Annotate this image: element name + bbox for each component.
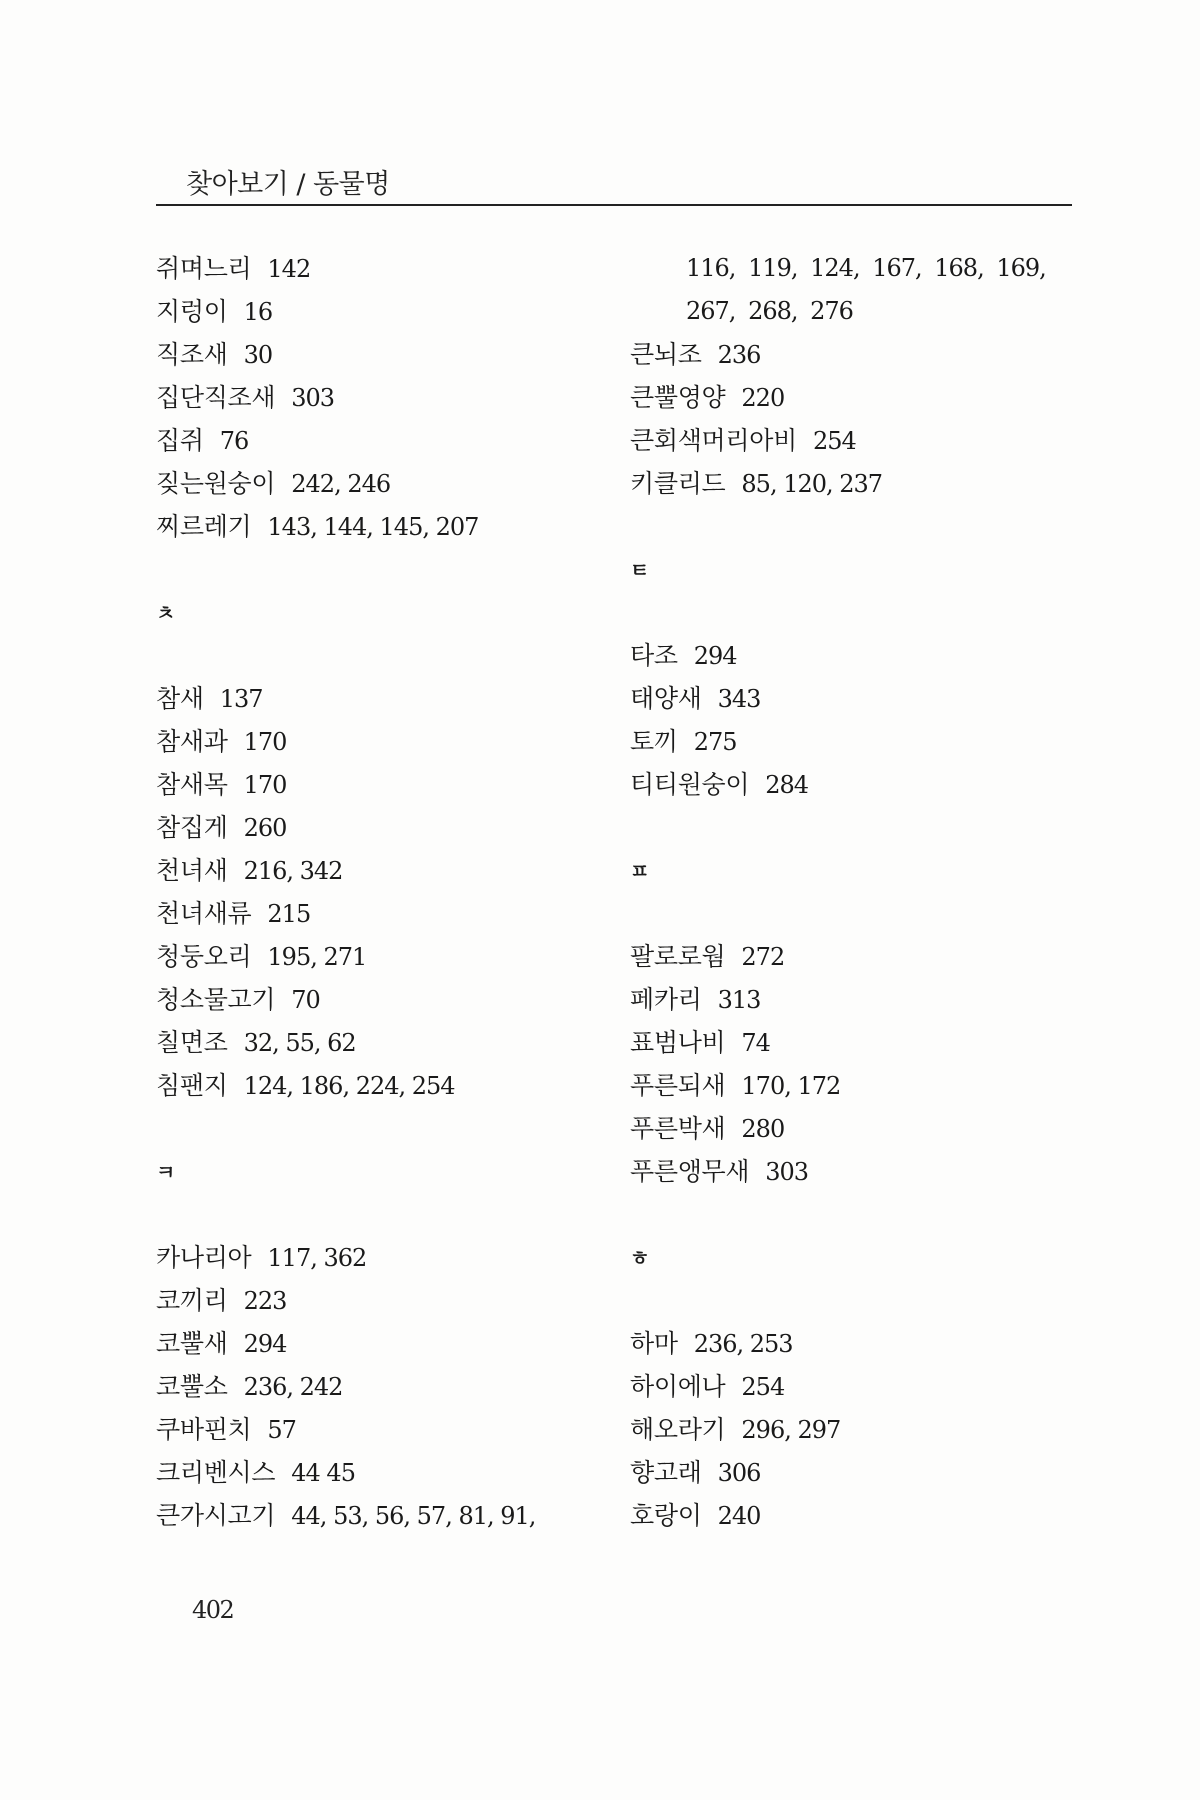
running-header bbox=[156, 160, 1072, 206]
index-entry bbox=[156, 419, 626, 462]
index-entry bbox=[630, 1064, 1100, 1107]
entry-pages: 236 bbox=[717, 341, 761, 369]
entry-pages: 220 bbox=[741, 384, 785, 412]
blank-line bbox=[630, 1279, 1100, 1322]
index-entry bbox=[630, 1451, 1100, 1494]
entry-name: 하마 bbox=[630, 1329, 678, 1358]
entry-name: 큰뇌조 bbox=[630, 340, 702, 369]
index-entry bbox=[156, 290, 626, 333]
entry-name: 집단직조새 bbox=[156, 383, 276, 412]
entry-name: 참새목 bbox=[156, 770, 228, 799]
index-entry bbox=[156, 849, 626, 892]
entry-name: 큰가시고기 bbox=[156, 1501, 276, 1530]
entry-pages: 313 bbox=[717, 986, 761, 1014]
entry-name: 참집게 bbox=[156, 813, 228, 842]
entry-pages: 272 bbox=[741, 943, 785, 971]
entry-name: 코끼리 bbox=[156, 1286, 228, 1315]
entry-pages: 76 bbox=[219, 427, 249, 455]
entry-name: 표범나비 bbox=[630, 1028, 726, 1057]
entry-name: 향고래 bbox=[630, 1458, 702, 1487]
entry-pages: 303 bbox=[765, 1158, 809, 1186]
index-entry bbox=[630, 419, 1100, 462]
blank-line bbox=[156, 1193, 626, 1236]
index-entry bbox=[630, 376, 1100, 419]
entry-pages: 44, 53, 56, 57, 81, 91, bbox=[291, 1502, 536, 1530]
entry-name: 푸른되새 bbox=[630, 1071, 726, 1100]
index-entry-continuation bbox=[630, 247, 1100, 290]
entry-pages: 260 bbox=[243, 814, 287, 842]
entry-name: 찌르레기 bbox=[156, 512, 252, 541]
entry-pages: 303 bbox=[291, 384, 335, 412]
entry-pages: 236, 242 bbox=[243, 1373, 343, 1401]
entry-pages: 124, 186, 224, 254 bbox=[243, 1072, 455, 1100]
entry-pages: 57 bbox=[267, 1416, 296, 1444]
index-entry bbox=[630, 1107, 1100, 1150]
entry-name: 지렁이 bbox=[156, 297, 228, 326]
index-entry bbox=[630, 763, 1100, 806]
entry-name: 카나리아 bbox=[156, 1243, 252, 1272]
index-column-right bbox=[630, 247, 1100, 1537]
index-entry bbox=[630, 1021, 1100, 1064]
entry-pages: 275 bbox=[693, 728, 737, 756]
index-entry bbox=[156, 892, 626, 935]
section-letter: ㅊ bbox=[156, 601, 175, 625]
blank-line bbox=[156, 548, 626, 591]
entry-pages: 170, 172 bbox=[741, 1072, 841, 1100]
entry-pages: 284 bbox=[765, 771, 809, 799]
index-entry bbox=[630, 1150, 1100, 1193]
index-entry bbox=[630, 1408, 1100, 1451]
entry-name: 청소물고기 bbox=[156, 985, 276, 1014]
entry-name: 하이에나 bbox=[630, 1372, 726, 1401]
index-entry bbox=[630, 462, 1100, 505]
entry-name: 큰회색머리아비 bbox=[630, 426, 797, 455]
index-entry bbox=[156, 1021, 626, 1064]
index-entry bbox=[156, 806, 626, 849]
index-entry bbox=[156, 978, 626, 1021]
index-entry bbox=[630, 720, 1100, 763]
index-entry bbox=[156, 1279, 626, 1322]
entry-name: 쿠바핀치 bbox=[156, 1415, 252, 1444]
section-letter: ㅎ bbox=[630, 1246, 649, 1270]
section-heading bbox=[630, 548, 1100, 591]
entry-pages: 116, 119, 124, 167, 168, 169, bbox=[686, 254, 1046, 282]
entry-pages: 170 bbox=[243, 771, 287, 799]
index-entry bbox=[630, 634, 1100, 677]
entry-name: 쥐며느리 bbox=[156, 254, 252, 283]
entry-pages: 70 bbox=[291, 986, 320, 1014]
index-entry bbox=[156, 1322, 626, 1365]
entry-pages: 294 bbox=[693, 642, 737, 670]
entry-pages: 137 bbox=[219, 685, 263, 713]
index-entry bbox=[630, 935, 1100, 978]
entry-pages: 195, 271 bbox=[267, 943, 367, 971]
entry-pages: 16 bbox=[243, 298, 273, 326]
index-entry bbox=[630, 333, 1100, 376]
blank-line bbox=[630, 1193, 1100, 1236]
header-title: 찾아보기 / 동물명 bbox=[186, 169, 390, 200]
section-heading bbox=[630, 1236, 1100, 1279]
entry-name: 코뿔새 bbox=[156, 1329, 228, 1358]
index-entry bbox=[156, 1365, 626, 1408]
entry-name: 집쥐 bbox=[156, 426, 204, 455]
index-column-left bbox=[156, 247, 626, 1537]
entry-name: 짖는원숭이 bbox=[156, 469, 276, 498]
entry-name: 토끼 bbox=[630, 727, 678, 756]
blank-line bbox=[630, 505, 1100, 548]
entry-pages: 343 bbox=[717, 685, 761, 713]
blank-line bbox=[156, 634, 626, 677]
entry-pages: 267, 268, 276 bbox=[686, 297, 853, 325]
entry-pages: 117, 362 bbox=[267, 1244, 367, 1272]
entry-pages: 236, 253 bbox=[693, 1330, 793, 1358]
index-entry bbox=[156, 1064, 626, 1107]
entry-name: 코뿔소 bbox=[156, 1372, 228, 1401]
entry-name: 크리벤시스 bbox=[156, 1458, 276, 1487]
index-entry bbox=[156, 763, 626, 806]
index-entry bbox=[156, 1408, 626, 1451]
page-number: 402 bbox=[192, 1596, 234, 1624]
entry-name: 해오라기 bbox=[630, 1415, 726, 1444]
entry-pages: 306 bbox=[717, 1459, 761, 1487]
index-entry bbox=[156, 247, 626, 290]
index-entry bbox=[156, 935, 626, 978]
entry-name: 침팬지 bbox=[156, 1071, 228, 1100]
entry-name: 참새 bbox=[156, 684, 204, 713]
entry-name: 태양새 bbox=[630, 684, 702, 713]
entry-pages: 142 bbox=[267, 255, 311, 283]
blank-line bbox=[630, 892, 1100, 935]
entry-pages: 294 bbox=[243, 1330, 287, 1358]
index-entry bbox=[630, 677, 1100, 720]
entry-name: 참새과 bbox=[156, 727, 228, 756]
index-entry bbox=[156, 333, 626, 376]
entry-name: 칠면조 bbox=[156, 1028, 228, 1057]
index-entry bbox=[630, 1494, 1100, 1537]
entry-pages: 240 bbox=[717, 1502, 761, 1530]
entry-pages: 44 45 bbox=[291, 1459, 355, 1487]
index-entry-continuation bbox=[630, 290, 1100, 333]
entry-name: 청둥오리 bbox=[156, 942, 252, 971]
index-entry bbox=[156, 505, 626, 548]
section-heading bbox=[156, 591, 626, 634]
entry-name: 푸른박새 bbox=[630, 1114, 726, 1143]
index-entry bbox=[630, 1365, 1100, 1408]
entry-name: 푸른앵무새 bbox=[630, 1157, 750, 1186]
index-entry bbox=[156, 677, 626, 720]
entry-pages: 223 bbox=[243, 1287, 287, 1315]
section-heading bbox=[156, 1150, 626, 1193]
index-entry bbox=[630, 1322, 1100, 1365]
section-letter: ㅌ bbox=[630, 558, 649, 582]
entry-pages: 254 bbox=[741, 1373, 785, 1401]
entry-pages: 296, 297 bbox=[741, 1416, 841, 1444]
entry-pages: 216, 342 bbox=[243, 857, 343, 885]
entry-name: 페카리 bbox=[630, 985, 702, 1014]
index-entry bbox=[156, 376, 626, 419]
entry-name: 직조새 bbox=[156, 340, 228, 369]
entry-name: 티티원숭이 bbox=[630, 770, 750, 799]
entry-name: 팔로로웜 bbox=[630, 942, 726, 971]
entry-name: 큰뿔영양 bbox=[630, 383, 726, 412]
section-letter: ㅋ bbox=[156, 1160, 175, 1184]
entry-name: 타조 bbox=[630, 641, 678, 670]
index-entry bbox=[156, 1236, 626, 1279]
index-entry bbox=[156, 1451, 626, 1494]
entry-pages: 32, 55, 62 bbox=[243, 1029, 356, 1057]
index-entry bbox=[156, 1494, 626, 1537]
entry-pages: 280 bbox=[741, 1115, 785, 1143]
entry-pages: 30 bbox=[243, 341, 273, 369]
entry-pages: 85, 120, 237 bbox=[741, 470, 883, 498]
blank-line bbox=[630, 806, 1100, 849]
index-entry bbox=[156, 462, 626, 505]
entry-pages: 254 bbox=[812, 427, 856, 455]
entry-pages: 170 bbox=[243, 728, 287, 756]
entry-pages: 242, 246 bbox=[291, 470, 391, 498]
entry-name: 천녀새류 bbox=[156, 899, 252, 928]
entry-pages: 143, 144, 145, 207 bbox=[267, 513, 479, 541]
blank-line bbox=[630, 591, 1100, 634]
index-entry bbox=[630, 978, 1100, 1021]
entry-pages: 215 bbox=[267, 900, 311, 928]
entry-name: 호랑이 bbox=[630, 1501, 702, 1530]
blank-line bbox=[156, 1107, 626, 1150]
section-heading bbox=[630, 849, 1100, 892]
index-entry bbox=[156, 720, 626, 763]
entry-name: 키클리드 bbox=[630, 469, 726, 498]
entry-name: 천녀새 bbox=[156, 856, 228, 885]
entry-pages: 74 bbox=[741, 1029, 770, 1057]
section-letter: ㅍ bbox=[630, 859, 649, 883]
